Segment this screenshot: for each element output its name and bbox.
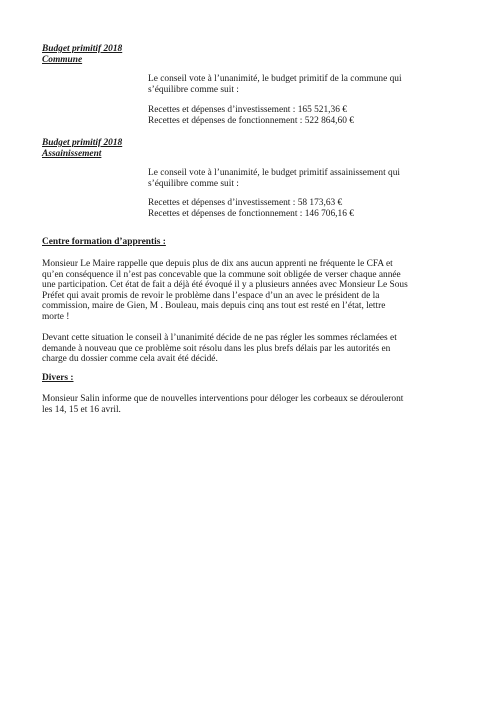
divers-heading-text: Divers : bbox=[42, 373, 74, 383]
assainissement-fonctionnement: Recettes et dépenses de fonctionnement : 146 706,16 € bbox=[148, 208, 354, 219]
cfa-para2-line: demande à nouveau que ce problème soit résolu dans les plus brefs délais par les autorités en bbox=[42, 343, 391, 354]
cfa-paragraph-1 bbox=[42, 259, 452, 323]
assainissement-heading-line2: Assainissement bbox=[42, 148, 102, 159]
cfa-para1-line: morte ! bbox=[42, 311, 70, 322]
divers-para-line: Monsieur Salin informe que de nouvelles interventions pour déloger les corbeaux se dérouleront bbox=[42, 394, 404, 404]
commune-heading-line1: Budget primitif 2018 bbox=[42, 44, 123, 54]
cfa-para1-line: commission, maire de Gien, M . Bouleau, mais depuis cinq ans tout est resté en l’état, lettre bbox=[42, 301, 386, 312]
commune-fonctionnement: Recettes et dépenses de fonctionnement : 522 864,60 € bbox=[148, 115, 354, 126]
cfa-para1-line: une participation. Cet état de fait a déjà été évoqué il y a plusieurs années avec Monsieur Le Sous bbox=[42, 280, 408, 291]
divers-heading bbox=[42, 373, 74, 384]
commune-amounts bbox=[148, 105, 448, 126]
divers-para-line: les 14, 15 et 16 avril. bbox=[42, 404, 121, 415]
commune-intro bbox=[148, 74, 448, 95]
cfa-para2-line: charge du dossier comme cela avait été décidé. bbox=[42, 354, 218, 365]
assainissement-amounts bbox=[148, 198, 448, 219]
cfa-heading-text: Centre formation d’apprentis : bbox=[42, 237, 166, 247]
divers-paragraph bbox=[42, 394, 452, 415]
assainissement-intro-line1: Le conseil vote à l’unanimité, le budget primitif assainissement qui bbox=[148, 168, 401, 178]
commune-investissement: Recettes et dépenses d’investissement : 165 521,36 € bbox=[148, 105, 347, 115]
commune-heading bbox=[42, 44, 122, 65]
assainissement-investissement: Recettes et dépenses d’investissement : 58 173,63 € bbox=[148, 198, 343, 208]
cfa-heading bbox=[42, 237, 166, 248]
commune-heading-line2: Commune bbox=[42, 54, 83, 65]
assainissement-intro bbox=[148, 168, 448, 189]
cfa-paragraph-2 bbox=[42, 333, 452, 365]
commune-intro-line1: Le conseil vote à l’unanimité, le budget primitif de la commune qui bbox=[148, 74, 402, 84]
assainissement-heading bbox=[42, 138, 122, 159]
cfa-para1-line: Préfet qui avait promis de revoir le problème dans l’espace d’un an avec le président de la bbox=[42, 290, 380, 301]
commune-intro-line2: s’équilibre comme suit : bbox=[148, 84, 239, 95]
cfa-para1-line: qu’en conséquence il n’est pas concevable que la commune soit obligée de verser chaque année bbox=[42, 269, 401, 280]
assainissement-intro-line2: s’équilibre comme suit : bbox=[148, 178, 239, 189]
assainissement-heading-line1: Budget primitif 2018 bbox=[42, 138, 123, 148]
cfa-para2-line: Devant cette situation le conseil à l’unanimité décide de ne pas régler les sommes réclamées et bbox=[42, 333, 397, 343]
cfa-para1-line: Monsieur Le Maire rappelle que depuis plus de dix ans aucun apprenti ne fréquente le CFA et bbox=[42, 259, 393, 269]
